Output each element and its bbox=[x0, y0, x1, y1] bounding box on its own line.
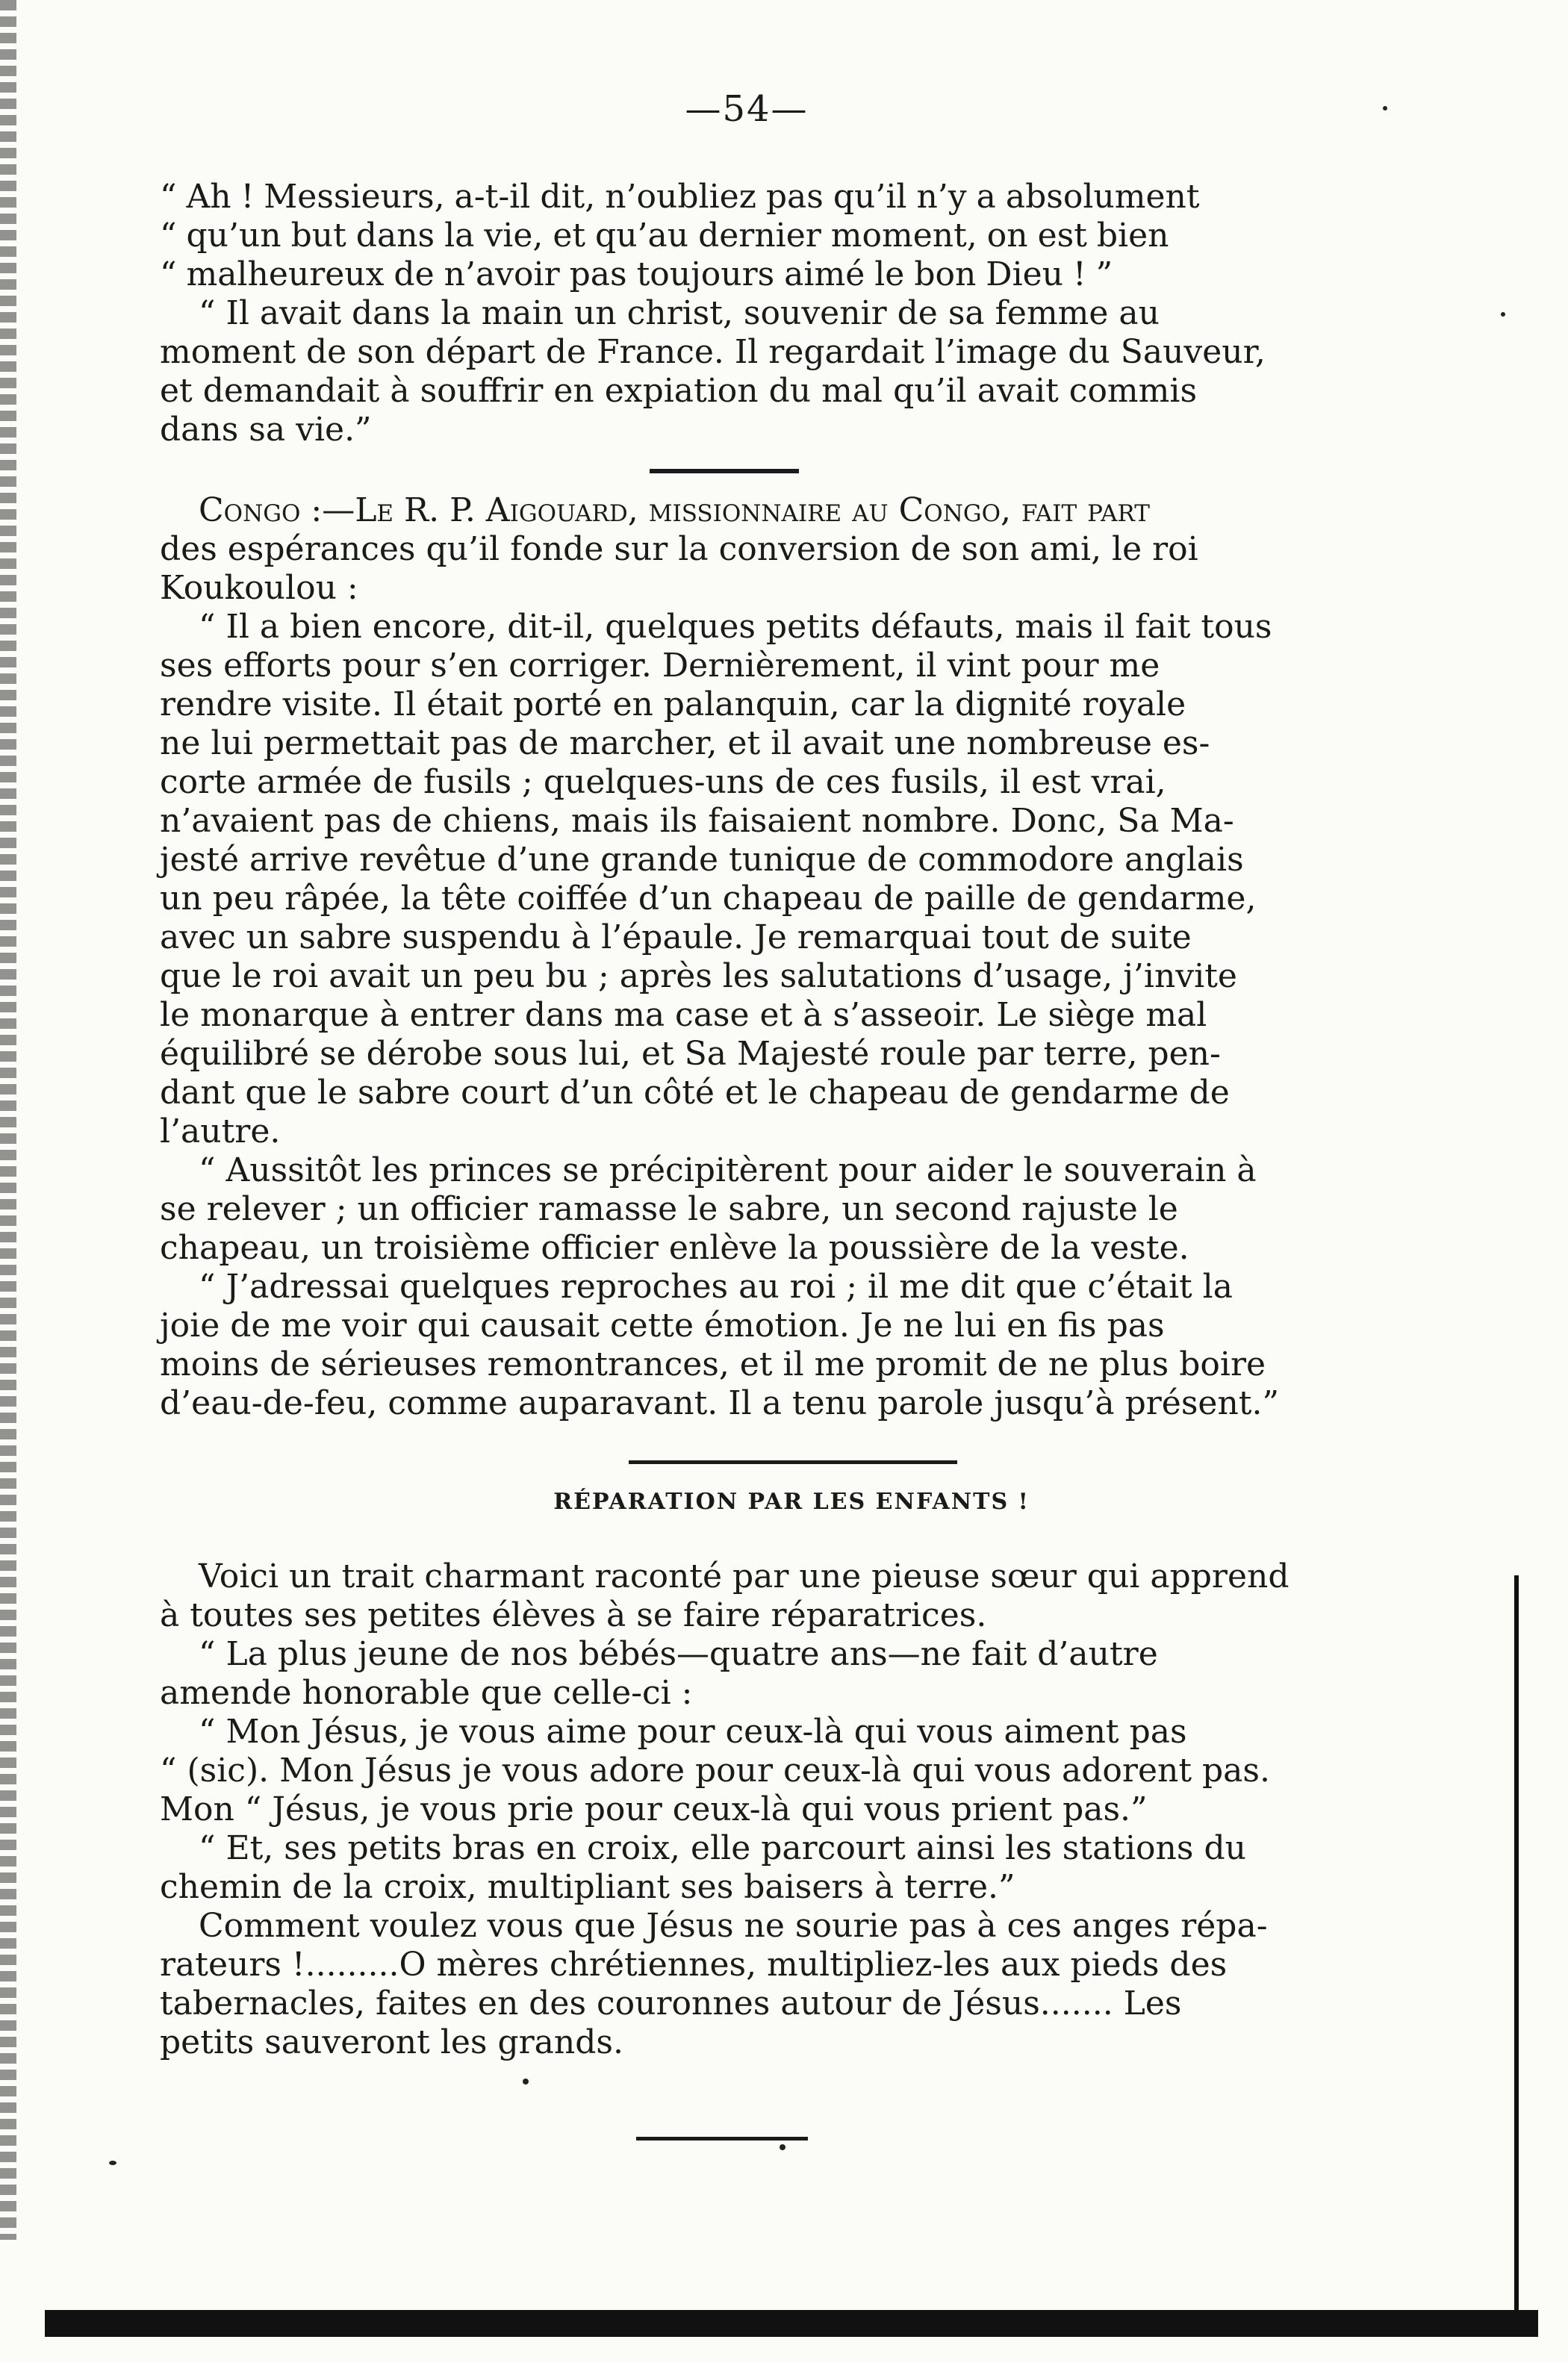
text-line: Comment voulez vous que Jésus ne sourie pas à ces anges répa- bbox=[199, 1907, 1268, 1945]
text-line: ne lui permettait pas de marcher, et il avait une nombreuse es- bbox=[160, 724, 1210, 762]
binding-edge bbox=[0, 0, 16, 2240]
paragraph-7 bbox=[160, 1557, 1344, 1635]
text-line: chemin de la croix, multipliant ses baisers à terre.” bbox=[160, 1868, 1015, 1906]
text-line: Congo :—Le R. P. Aigouard, missionnaire au Congo, fait part bbox=[199, 491, 1150, 529]
text-line: l’autre. bbox=[160, 1112, 281, 1151]
paragraph-1 bbox=[160, 178, 1344, 294]
text-line: “ (sic). Mon Jésus je vous adore pour ceux-là qui vous adorent pas. bbox=[160, 1752, 1270, 1790]
text-line: que le roi avait un peu bu ; après les salutations d’usage, j’invite bbox=[160, 957, 1237, 995]
text-line: “ J’adressai quelques reproches au roi ; il me dit que c’était la bbox=[199, 1268, 1233, 1306]
text-line: et demandait à souffrir en expiation du mal qu’il avait commis bbox=[160, 372, 1198, 410]
section-divider bbox=[629, 1460, 957, 1464]
text-line: Voici un trait charmant raconté par une pieuse sœur qui apprend bbox=[199, 1557, 1289, 1595]
paragraph-5 bbox=[160, 1151, 1344, 1268]
text-line: jesté arrive revêtue d’une grande tunique de commodore anglais bbox=[160, 841, 1244, 879]
text-line: chapeau, un troisième officier enlève la poussière de la veste. bbox=[160, 1229, 1189, 1267]
paragraph-10 bbox=[160, 1829, 1344, 1907]
text-line: “ Aussitôt les princes se précipitèrent pour aider le souverain à bbox=[199, 1151, 1257, 1189]
paragraph-congo bbox=[160, 491, 1344, 608]
text-line: “ qu’un but dans la vie, et qu’au dernier moment, on est bien bbox=[160, 217, 1169, 255]
text-line: avec un sabre suspendu à l’épaule. Je remarquai tout de suite bbox=[160, 918, 1192, 956]
text-line: à toutes ses petites élèves à se faire réparatrices. bbox=[160, 1596, 987, 1634]
text-line: d’eau-de-feu, comme auparavant. Il a tenu parole jusqu’à présent.” bbox=[160, 1384, 1279, 1422]
page-number: —54— bbox=[685, 88, 809, 130]
paragraph-9 bbox=[160, 1713, 1344, 1829]
paragraph-2 bbox=[160, 294, 1344, 449]
text-line: corte armée de fusils ; quelques-uns de ces fusils, il est vrai, bbox=[160, 763, 1166, 801]
text-line: Koukoulou : bbox=[160, 569, 358, 607]
text-line: joie de me voir qui causait cette émotion. Je ne lui en fis pas bbox=[160, 1307, 1165, 1345]
text-line: se relever ; un officier ramasse le sabre, un second rajuste le bbox=[160, 1190, 1178, 1228]
paragraph-4 bbox=[160, 608, 1344, 1151]
text-line: “ Il a bien encore, dit-il, quelques petits défauts, mais il fait tous bbox=[199, 608, 1272, 646]
text-line: tabernacles, faites en des couronnes autour de Jésus....... Les bbox=[160, 1984, 1182, 2023]
text-line: moment de son départ de France. Il regardait l’image du Sauveur, bbox=[160, 333, 1266, 371]
paragraph-8 bbox=[160, 1635, 1344, 1713]
print-speck bbox=[780, 2144, 785, 2150]
text-line: n’avaient pas de chiens, mais ils faisaient nombre. Donc, Sa Ma- bbox=[160, 802, 1234, 840]
margin-rule bbox=[1514, 1575, 1519, 2322]
print-speck bbox=[523, 2079, 529, 2085]
text-line: des espérances qu’il fonde sur la conversion de son ami, le roi bbox=[160, 530, 1198, 568]
text-line: un peu râpée, la tête coiffée d’un chapeau de paille de gendarme, bbox=[160, 879, 1257, 918]
text-line: Mon “ Jésus, je vous prie pour ceux-là qui vous prient pas.” bbox=[160, 1790, 1148, 1828]
text-line: rendre visite. Il était porté en palanquin, car la dignité royale bbox=[160, 685, 1186, 723]
paragraph-6 bbox=[160, 1268, 1344, 1423]
paragraph-11 bbox=[160, 1907, 1344, 2062]
text-line: dans sa vie.” bbox=[160, 411, 372, 449]
bottom-border bbox=[45, 2310, 1538, 2337]
text-line: le monarque à entrer dans ma case et à s’asseoir. Le siège mal bbox=[160, 996, 1207, 1034]
text-line: ses efforts pour s’en corriger. Dernièrement, il vint pour me bbox=[160, 647, 1160, 685]
section-title: RÉPARATION PAR LES ENFANTS ! bbox=[553, 1489, 1030, 1515]
text-line: “ Ah ! Messieurs, a-t-il dit, n’oubliez pas qu’il n’y a absolument bbox=[160, 178, 1200, 216]
text-line: “ Il avait dans la main un christ, souvenir de sa femme au bbox=[199, 294, 1160, 332]
text-line: équilibré se dérobe sous lui, et Sa Majesté roule par terre, pen- bbox=[160, 1035, 1221, 1073]
print-speck bbox=[109, 2161, 116, 2165]
text-line: “ Mon Jésus, je vous aime pour ceux-là qui vous aiment pas bbox=[199, 1713, 1187, 1751]
text-line: “ La plus jeune de nos bébés—quatre ans—ne fait d’autre bbox=[199, 1635, 1158, 1673]
text-line: dant que le sabre court d’un côté et le chapeau de gendarme de bbox=[160, 1074, 1230, 1112]
text-line: moins de sérieuses remontrances, et il me promit de ne plus boire bbox=[160, 1345, 1266, 1383]
text-line: petits sauveront les grands. bbox=[160, 2023, 623, 2061]
print-speck bbox=[1501, 312, 1505, 317]
text-line: amende honorable que celle-ci : bbox=[160, 1674, 693, 1712]
short-divider bbox=[650, 469, 799, 473]
text-line: “ Et, ses petits bras en croix, elle parcourt ainsi les stations du bbox=[199, 1829, 1246, 1867]
print-speck bbox=[1383, 106, 1387, 110]
text-line: “ malheureux de n’avoir pas toujours aimé le bon Dieu ! ” bbox=[160, 255, 1113, 293]
text-line: rateurs !.........O mères chrétiennes, multipliez-les aux pieds des bbox=[160, 1946, 1228, 1984]
end-divider bbox=[636, 2137, 808, 2141]
